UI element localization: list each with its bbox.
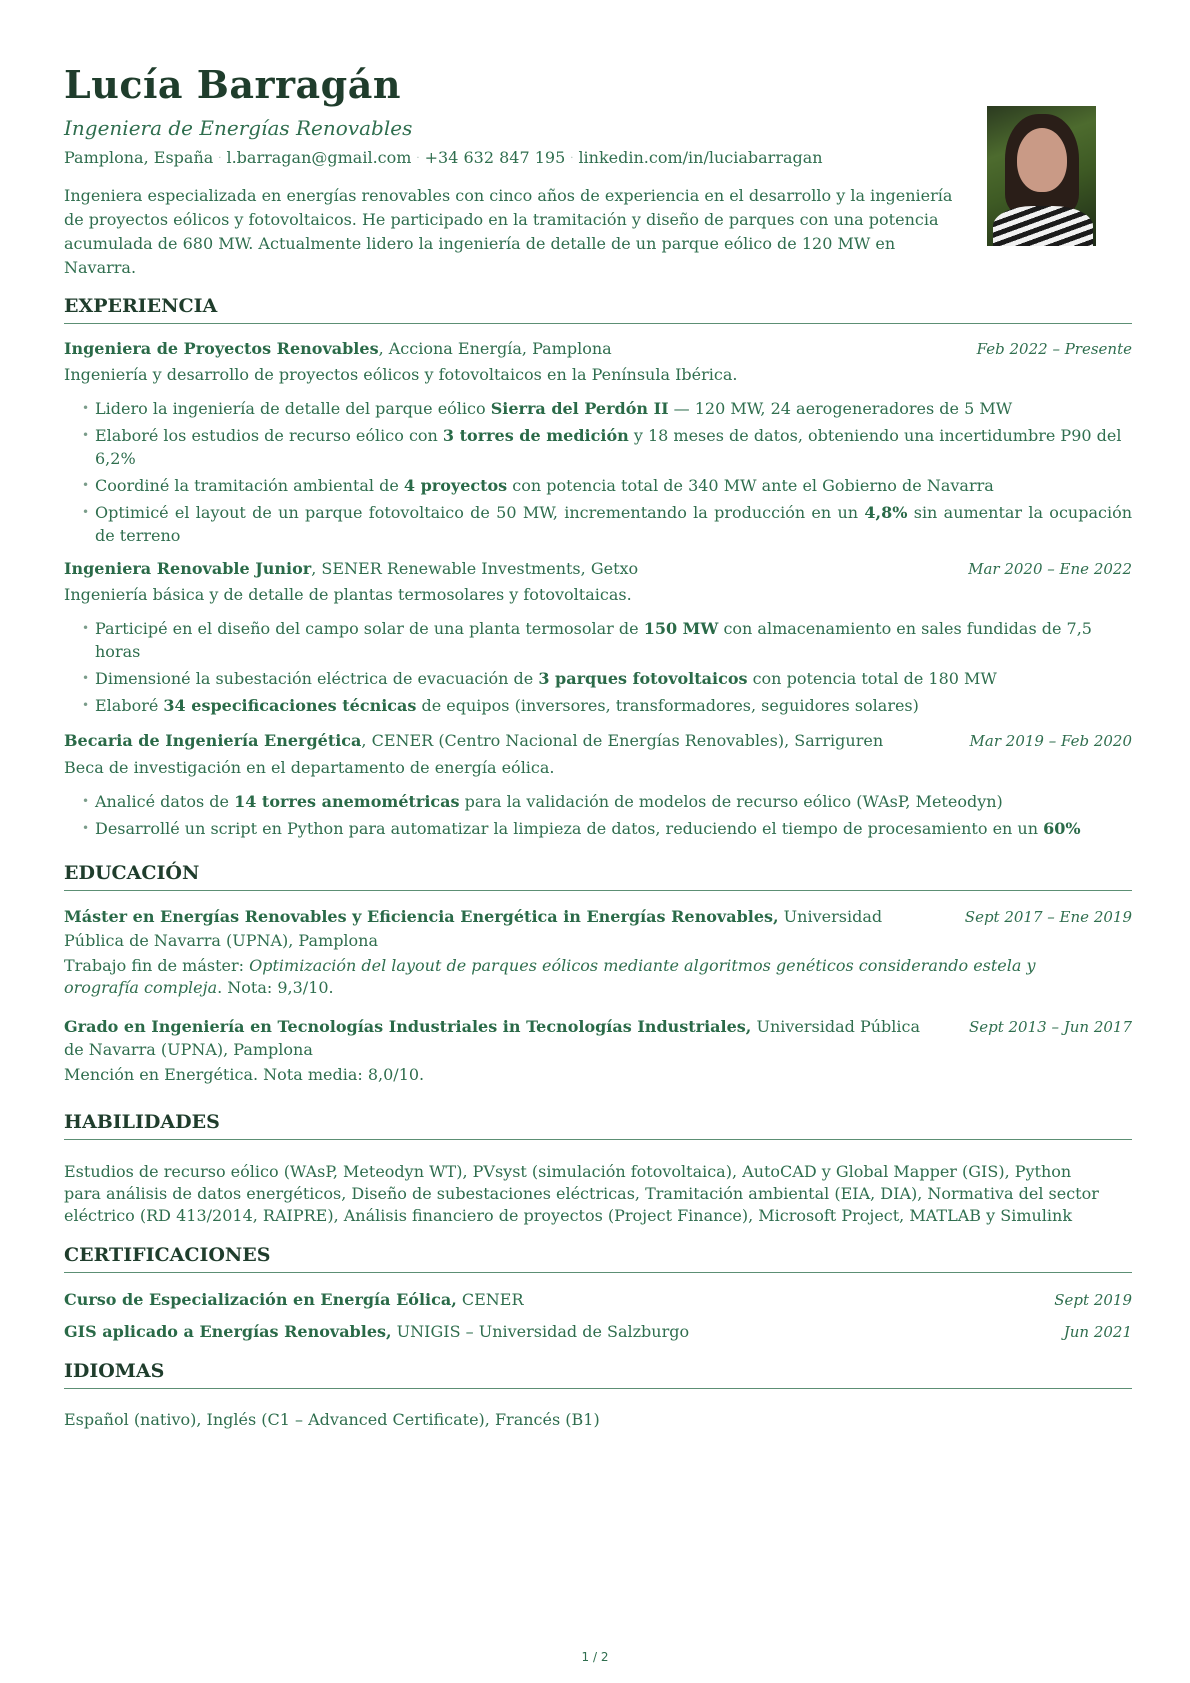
photo-shirt	[993, 206, 1093, 246]
section-title-experience: EXPERIENCIA	[64, 295, 1132, 324]
bullet-item: • Elaboré los estudios de recurso eólico con 3 torres de medición y 18 meses de datos, obteniendo una incertidumbre P90 del 6,2%	[82, 424, 1132, 470]
bullet-item: • Participé en el diseño del campo solar de una planta termosolar de 150 MW con almacenamiento en sales fundidas de 7,5 horas	[82, 617, 1132, 663]
linkedin-link[interactable]: linkedin.com/in/luciabarragan	[578, 148, 823, 167]
experience-org: , SENER Renewable Investments, Getxo	[311, 559, 639, 578]
education-thesis: Trabajo fin de máster: Optimización del layout de parques eólicos mediante algoritmos genéticos considerando estela y	[64, 956, 1036, 975]
contact-line	[64, 148, 823, 167]
education-entry-header	[64, 1015, 964, 1039]
experience-org: , CENER (Centro Nacional de Energías Renovables), Sarriguren	[361, 731, 884, 750]
bullet-item: • Desarrollé un script en Python para automatizar la limpieza de datos, reduciendo el tiempo de procesamiento en un 60%	[82, 817, 1132, 840]
skills-line: para análisis de datos energéticos, Diseño de subestaciones eléctricas, Tramitación ambiental (EIA, DIA), Normativa del sector	[64, 1184, 1099, 1203]
separator-dot: ·	[218, 153, 222, 164]
education-institution-cont: Pública de Navarra (UPNA), Pamplona	[64, 931, 379, 950]
profile-photo	[987, 106, 1096, 246]
education-institution-cont: de Navarra (UPNA), Pamplona	[64, 1040, 313, 1059]
phone: +34 632 847 195	[424, 148, 566, 167]
bullet-item: • Lidero la ingeniería de detalle del parque eólico Sierra del Perdón II — 120 MW, 24 aerogeneradores de 5 MW	[82, 397, 1132, 420]
experience-bullets	[82, 790, 1132, 844]
bullet-item: • Coordiné la tramitación ambiental de 4 proyectos con potencia total de 340 MW ante el Gobierno de Navarra	[82, 474, 1132, 497]
experience-date: Mar 2019 – Feb 2020	[969, 732, 1132, 750]
languages-list: Español (nativo), Inglés (C1 – Advanced Certificate), Francés (B1)	[64, 1410, 600, 1429]
photo-face	[1017, 128, 1067, 192]
certification-entry	[64, 1320, 1132, 1344]
education-degree: Máster en Energías Renovables y Eficiencia Energética in Energías Renovables,	[64, 907, 779, 926]
experience-bullets	[82, 617, 1132, 721]
bullet-item: • Optimicé el layout de un parque fotovoltaico de 50 MW, incrementando la producción en un 4,8% sin aumentar la ocupación de terreno	[82, 501, 1132, 547]
education-institution: Universidad	[778, 907, 883, 926]
certification-issuer: UNIGIS – Universidad de Salzburgo	[391, 1322, 690, 1341]
experience-role: Becaria de Ingeniería Energética	[64, 731, 362, 750]
separator-dot: ·	[416, 153, 420, 164]
experience-entry-header	[64, 729, 1132, 753]
section-title-education: EDUCACIÓN	[64, 862, 1132, 891]
email-link[interactable]: l.barragan@gmail.com	[226, 148, 412, 167]
education-date: Sept 2017 – Ene 2019	[964, 908, 1132, 926]
skills-line: Estudios de recurso eólico (WAsP, Meteodyn WT), PVsyst (simulación fotovoltaica), AutoCAD y Global Mapper (GIS), Python	[64, 1162, 1072, 1181]
experience-description: Ingeniería básica y de detalle de plantas termosolares y fotovoltaicas.	[64, 585, 632, 604]
experience-entry-header	[64, 557, 1132, 581]
certification-name: GIS aplicado a Energías Renovables,	[64, 1322, 392, 1341]
education-date: Sept 2013 – Jun 2017	[968, 1018, 1132, 1036]
education-entry-header	[64, 905, 964, 929]
certification-name: Curso de Especialización en Energía Eólica,	[64, 1290, 457, 1309]
location: Pamplona, España	[64, 148, 214, 167]
education-thesis-cont: orografía compleja. Nota: 9,3/10.	[64, 978, 334, 997]
experience-role: Ingeniera de Proyectos Renovables	[64, 339, 379, 358]
certification-date: Jun 2021	[1063, 1323, 1132, 1341]
page-number: 1 / 2	[581, 1650, 609, 1664]
education-degree: Grado en Ingeniería en Tecnologías Industriales in Tecnologías Industriales,	[64, 1017, 752, 1036]
education-note: Mención en Energética. Nota media: 8,0/10.	[64, 1065, 425, 1084]
certification-date: Sept 2019	[1054, 1291, 1132, 1309]
experience-description: Beca de investigación en el departamento de energía eólica.	[64, 758, 555, 777]
section-title-skills: HABILIDADES	[64, 1111, 1132, 1140]
experience-bullets	[82, 397, 1132, 551]
bullet-item: • Dimensioné la subestación eléctrica de evacuación de 3 parques fotovoltaicos con potencia total de 180 MW	[82, 667, 1132, 690]
job-title: Ingeniera de Energías Renovables	[64, 116, 413, 140]
bullet-item: • Elaboré 34 especificaciones técnicas de equipos (inversores, transformadores, seguidores solares)	[82, 694, 1132, 717]
experience-description: Ingeniería y desarrollo de proyectos eólicos y fotovoltaicos en la Península Ibérica.	[64, 365, 738, 384]
experience-date: Mar 2020 – Ene 2022	[968, 560, 1132, 578]
section-title-languages: IDIOMAS	[64, 1360, 1132, 1389]
skills-line: eléctrico (RD 413/2014, RAIPRE), Análisis financiero de proyectos (Project Finance), Microsoft Project, MATLAB y Simulink	[64, 1206, 1073, 1225]
experience-entry-header	[64, 337, 1132, 361]
certification-entry	[64, 1288, 1132, 1312]
separator-dot: ·	[570, 153, 574, 164]
candidate-name: Lucía Barragán	[64, 62, 401, 107]
experience-role: Ingeniera Renovable Junior	[64, 559, 312, 578]
education-institution: Universidad Pública	[751, 1017, 921, 1036]
experience-date: Feb 2022 – Presente	[976, 340, 1132, 358]
experience-org: , Acciona Energía, Pamplona	[378, 339, 612, 358]
bullet-item: • Analicé datos de 14 torres anemométricas para la validación de modelos de recurso eólico (WAsP, Meteodyn)	[82, 790, 1132, 813]
certification-issuer: CENER	[456, 1290, 524, 1309]
section-title-certifications: CERTIFICACIONES	[64, 1244, 1132, 1273]
profile-summary: Ingeniera especializada en energías renovables con cinco años de experiencia en el desarrollo y la ingeniería de proyectos eólicos y fotovoltaicos. He participado en la tramitación y diseño de parques con una potencia acumulada de 680 MW. Actualmente lidero la ingeniería de detalle de un parque eólico de 120 MW en Navarra.	[64, 186, 953, 277]
